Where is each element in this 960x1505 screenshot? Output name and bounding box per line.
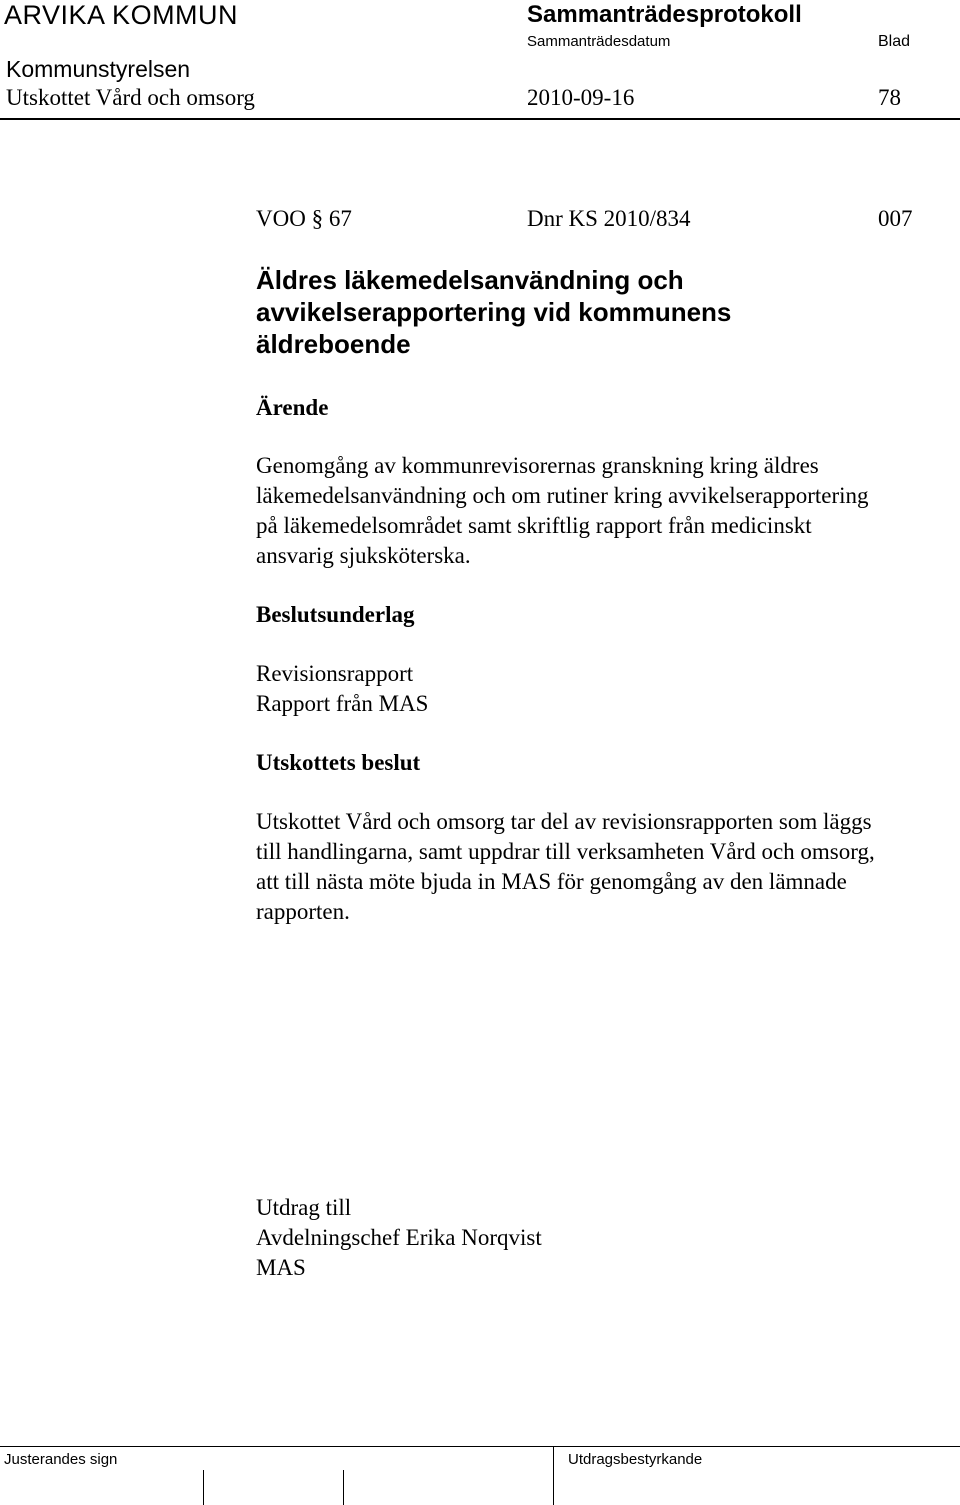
text-line: Genomgång av kommunrevisorernas granskning kring äldres xyxy=(256,453,819,478)
organization-name: ARVIKA KOMMUN xyxy=(4,0,239,30)
text-line: att till nästa möte bjuda in MAS för genomgång av den lämnade xyxy=(256,869,847,894)
text-line: Utskottet Vård och omsorg tar del av revisionsrapporten som läggs xyxy=(256,809,872,834)
beslutsunderlag-list xyxy=(256,659,956,719)
text-line: ansvarig sjuksköterska. xyxy=(256,543,471,568)
footer-column-divider xyxy=(553,1446,554,1505)
header-divider xyxy=(0,118,960,120)
page-number: 78 xyxy=(878,85,901,110)
text-line: till handlingarna, samt uppdrar till verksamheten Vård och omsorg, xyxy=(256,839,875,864)
decision-heading: Utskottets beslut xyxy=(256,750,421,775)
arende-heading: Ärende xyxy=(256,395,329,420)
board-name: Kommunstyrelsen xyxy=(6,56,191,82)
list-item: Rapport från MAS xyxy=(256,691,429,716)
page-label: Blad xyxy=(878,33,911,50)
archive-code: 007 xyxy=(878,206,913,231)
list-item: Revisionsrapport xyxy=(256,661,414,686)
distribution-block xyxy=(256,1193,956,1283)
arende-text xyxy=(256,451,956,571)
matter-title xyxy=(256,264,896,360)
text-line: läkemedelsanvändning och om rutiner kring avvikelserapportering xyxy=(256,483,869,508)
meeting-date: 2010-09-16 xyxy=(527,85,635,110)
signature-label: Justerandes sign xyxy=(4,1451,118,1468)
meeting-date-label: Sammanträdesdatum xyxy=(527,33,671,50)
title-line: äldreboende xyxy=(256,329,411,359)
document-type: Sammanträdesprotokoll xyxy=(527,1,802,28)
recipient: Avdelningschef Erika Norqvist xyxy=(256,1225,542,1250)
case-number: Dnr KS 2010/834 xyxy=(527,206,691,231)
signature-box-divider xyxy=(203,1470,204,1505)
certification-label: Utdragsbestyrkande xyxy=(568,1451,703,1468)
paragraph-reference: VOO § 67 xyxy=(256,206,352,231)
distribution-heading: Utdrag till xyxy=(256,1195,352,1220)
text-line: på läkemedelsområdet samt skriftlig rapport från medicinskt xyxy=(256,513,812,538)
recipient: MAS xyxy=(256,1255,306,1280)
title-line: Äldres läkemedelsanvändning och xyxy=(256,265,684,295)
beslutsunderlag-heading: Beslutsunderlag xyxy=(256,602,415,627)
committee-name: Utskottet Vård och omsorg xyxy=(6,85,255,110)
footer-divider xyxy=(0,1446,960,1447)
title-line: avvikelserapportering vid kommunens xyxy=(256,297,732,327)
decision-text xyxy=(256,807,956,927)
text-line: rapporten. xyxy=(256,899,350,924)
signature-box-divider xyxy=(343,1470,344,1505)
